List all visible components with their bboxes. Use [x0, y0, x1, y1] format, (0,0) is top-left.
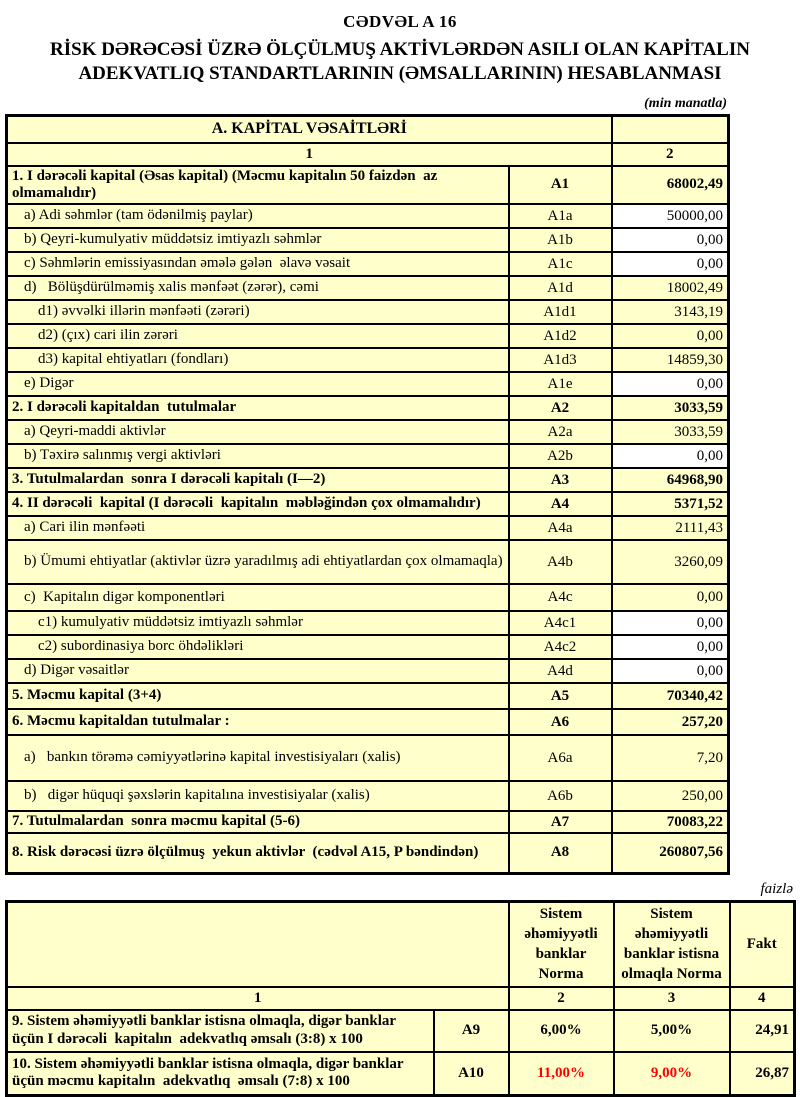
- row-code: A1d3: [509, 348, 612, 372]
- row-code: A3: [509, 468, 612, 492]
- row-value: 5371,52: [612, 492, 729, 516]
- row-code: A1: [509, 166, 612, 205]
- capital-row-A2b: [7, 444, 729, 468]
- capital-column-number-row: [7, 143, 729, 166]
- ratio-column-number-row: [7, 987, 795, 1010]
- row-code: A1a: [509, 204, 612, 228]
- row-label: 8. Risk dərəcəsi üzrə ölçülmuş yekun aktivlər (cədvəl A15, P bəndindən): [7, 833, 509, 873]
- title-block: [0, 12, 800, 86]
- row-code: A1c: [509, 252, 612, 276]
- row-label: e) Digər: [7, 372, 509, 396]
- row-label: d2) (çıx) cari ilin zərəri: [7, 324, 509, 348]
- row-code: A8: [509, 833, 612, 873]
- row-code: A1b: [509, 228, 612, 252]
- ratio-table-header-row: [7, 901, 795, 987]
- row-code: A1d1: [509, 300, 612, 324]
- table-label: CƏDVƏL A 16: [0, 12, 800, 32]
- row-code: A4b: [509, 540, 612, 584]
- capital-row-A4b: [7, 540, 729, 584]
- capital-row-A8: [7, 833, 729, 873]
- capital-row-A6: [7, 709, 729, 735]
- capital-row-A1: [7, 166, 729, 205]
- row-code: A4a: [509, 516, 612, 540]
- ratio-header-norma-sistem: Sistem əhəmiyyətli banklar Norma: [509, 901, 614, 987]
- row-value: 3033,59: [612, 420, 729, 444]
- row-fakt: 26,87: [730, 1052, 795, 1096]
- row-label: c) Kapitalın digər komponentləri: [7, 584, 509, 611]
- row-label: d1) əvvəlki illərin mənfəəti (zərəri): [7, 300, 509, 324]
- row-label: b) Qeyri-kumulyativ müddətsiz imtiyazlı səhmlər: [7, 228, 509, 252]
- row-norma-sistem: 6,00%: [509, 1010, 614, 1052]
- row-label: a) Adi səhmlər (tam ödənilmiş paylar): [7, 204, 509, 228]
- row-label: 5. Məcmu kapital (3+4): [7, 683, 509, 709]
- row-label: b) Təxirə salınmış vergi aktivləri: [7, 444, 509, 468]
- row-code: A2b: [509, 444, 612, 468]
- row-code: A4c2: [509, 635, 612, 659]
- ratio-col-number-1: 1: [7, 987, 509, 1010]
- capital-row-A4: [7, 492, 729, 516]
- capital-row-A7: [7, 811, 729, 833]
- capital-row-A5: [7, 683, 729, 709]
- row-code: A4d: [509, 659, 612, 683]
- row-value: 0,00: [612, 444, 729, 468]
- ratio-header-empty-cell: [7, 901, 509, 987]
- row-code: A6a: [509, 735, 612, 781]
- row-value: 0,00: [612, 611, 729, 635]
- row-value: 3260,09: [612, 540, 729, 584]
- row-label: a) Cari ilin mənfəəti: [7, 516, 509, 540]
- capital-row-A2: [7, 396, 729, 420]
- ratio-col-number-3: 3: [614, 987, 730, 1010]
- page-title-line-2: ADEKVATLIQ STANDARTLARININ (ƏMSALLARININ) HESABLANMASI: [0, 62, 800, 86]
- row-value: 0,00: [612, 635, 729, 659]
- row-value: 0,00: [612, 659, 729, 683]
- row-label: 7. Tutulmalardan sonra məcmu kapital (5-6): [7, 811, 509, 833]
- row-value: 3143,19: [612, 300, 729, 324]
- capital-row-A4c1: [7, 611, 729, 635]
- row-label: c1) kumulyativ müddətsiz imtiyazlı səhmlər: [7, 611, 509, 635]
- capital-row-A1c: [7, 252, 729, 276]
- row-code: A4c: [509, 584, 612, 611]
- row-code: A2: [509, 396, 612, 420]
- capital-section-header: A. KAPİTAL VƏSAİTLƏRİ: [7, 115, 612, 143]
- capital-row-A1d1: [7, 300, 729, 324]
- row-value: 2111,43: [612, 516, 729, 540]
- ratio-table: [5, 900, 796, 1097]
- row-label: a) bankın törəmə cəmiyyətlərinə kapital investisiyaları (xalis): [7, 735, 509, 781]
- row-code: A7: [509, 811, 612, 833]
- page: [0, 12, 800, 1088]
- ratio-row-A10: [7, 1052, 795, 1096]
- row-label: d3) kapital ehtiyatları (fondları): [7, 348, 509, 372]
- row-norma-istisna: 5,00%: [614, 1010, 730, 1052]
- ratio-header-fakt: Fakt: [730, 901, 795, 987]
- capital-row-A1d2: [7, 324, 729, 348]
- capital-table-header-row: [7, 115, 729, 143]
- row-label: 9. Sistem əhəmiyyətli banklar istisna olmaqla, digər banklar üçün I dərəcəli kapitalın adekvatlıq əmsalı (3:8) x 100: [7, 1010, 434, 1052]
- capital-row-A1d3: [7, 348, 729, 372]
- row-value: 70083,22: [612, 811, 729, 833]
- row-label: 10. Sistem əhəmiyyətli banklar istisna olmaqla, digər banklar üçün məcmu kapitalın adekvatlıq əmsalı (7:8) x 100: [7, 1052, 434, 1096]
- row-value: 0,00: [612, 372, 729, 396]
- row-code: A1d2: [509, 324, 612, 348]
- capital-row-A1b: [7, 228, 729, 252]
- row-norma-istisna: 9,00%: [614, 1052, 730, 1096]
- capital-header-empty-cell: [612, 115, 729, 143]
- ratio-col-number-2: 2: [509, 987, 614, 1010]
- capital-row-A2a: [7, 420, 729, 444]
- capital-row-A4c2: [7, 635, 729, 659]
- ratio-col-number-4: 4: [730, 987, 795, 1010]
- row-label: c) Səhmlərin emissiyasından əmələ gələn əlavə vəsait: [7, 252, 509, 276]
- row-value: 257,20: [612, 709, 729, 735]
- capital-row-A4d: [7, 659, 729, 683]
- row-value: 68002,49: [612, 166, 729, 205]
- row-label: 2. I dərəcəli kapitaldan tutulmalar: [7, 396, 509, 420]
- row-code: A1e: [509, 372, 612, 396]
- row-code: A1d: [509, 276, 612, 300]
- row-code: A10: [434, 1052, 509, 1096]
- capital-row-A6a: [7, 735, 729, 781]
- capital-row-A1a: [7, 204, 729, 228]
- row-fakt: 24,91: [730, 1010, 795, 1052]
- row-label: 1. I dərəcəli kapital (Əsas kapital) (Məcmu kapitalın 50 faizdən az olmamalıdır): [7, 166, 509, 205]
- row-value: 0,00: [612, 584, 729, 611]
- row-label: 4. II dərəcəli kapital (I dərəcəli kapitalın məbləğindən çox olmamalıdır): [7, 492, 509, 516]
- row-norma-sistem: 11,00%: [509, 1052, 614, 1096]
- col-number-2: 2: [612, 143, 729, 166]
- row-label: d) Bölüşdürülməmiş xalis mənfəət (zərər), cəmi: [7, 276, 509, 300]
- col-number-1: 1: [7, 143, 612, 166]
- row-label: b) Ümumi ehtiyatlar (aktivlər üzrə yaradılmış adi ehtiyatlardan çox olmamaqla): [7, 540, 509, 584]
- capital-row-A1d: [7, 276, 729, 300]
- row-code: A6: [509, 709, 612, 735]
- row-label: c2) subordinasiya borc öhdəlikləri: [7, 635, 509, 659]
- row-label: 6. Məcmu kapitaldan tutulmalar :: [7, 709, 509, 735]
- row-value: 50000,00: [612, 204, 729, 228]
- row-value: 3033,59: [612, 396, 729, 420]
- row-value: 70340,42: [612, 683, 729, 709]
- capital-row-A1e: [7, 372, 729, 396]
- row-code: A9: [434, 1010, 509, 1052]
- row-label: b) digər hüquqi şəxslərin kapitalına investisiyalar (xalis): [7, 781, 509, 811]
- page-title: [0, 38, 800, 86]
- row-label: a) Qeyri-maddi aktivlər: [7, 420, 509, 444]
- row-value: 64968,90: [612, 468, 729, 492]
- row-value: 0,00: [612, 228, 729, 252]
- row-label: d) Digər vəsaitlər: [7, 659, 509, 683]
- row-code: A4: [509, 492, 612, 516]
- percent-note: faizlə: [5, 881, 793, 898]
- capital-row-A4c: [7, 584, 729, 611]
- row-value: 14859,30: [612, 348, 729, 372]
- capital-table: [5, 114, 730, 875]
- row-value: 260807,56: [612, 833, 729, 873]
- capital-row-A6b: [7, 781, 729, 811]
- row-code: A6b: [509, 781, 612, 811]
- row-value: 0,00: [612, 252, 729, 276]
- row-label: 3. Tutulmalardan sonra I dərəcəli kapitalı (I—2): [7, 468, 509, 492]
- row-code: A5: [509, 683, 612, 709]
- row-value: 7,20: [612, 735, 729, 781]
- capital-row-A4a: [7, 516, 729, 540]
- row-value: 0,00: [612, 324, 729, 348]
- row-code: A4c1: [509, 611, 612, 635]
- page-title-line-1: RİSK DƏRƏCƏSİ ÜZRƏ ÖLÇÜLMUŞ AKTİVLƏRDƏN ASILI OLAN KAPİTALIN: [0, 38, 800, 62]
- row-value: 250,00: [612, 781, 729, 811]
- row-value: 18002,49: [612, 276, 729, 300]
- ratio-row-A9: [7, 1010, 795, 1052]
- unit-note: (min manatla): [5, 96, 727, 112]
- capital-row-A3: [7, 468, 729, 492]
- row-code: A2a: [509, 420, 612, 444]
- ratio-header-norma-istisna: Sistem əhəmiyyətli banklar istisna olmaqla Norma: [614, 901, 730, 987]
